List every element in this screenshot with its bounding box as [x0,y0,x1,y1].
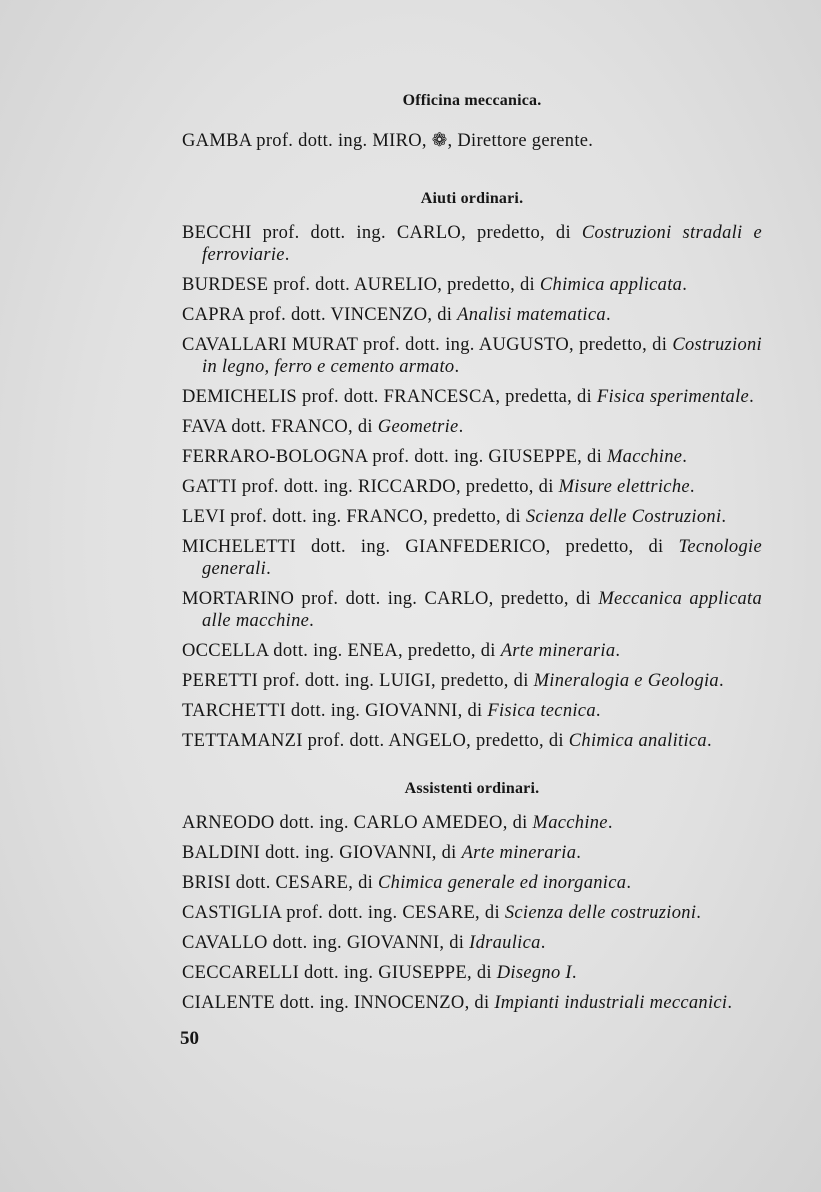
entry-name: CECCARELLI dott. ing. GIUSEPPE, di [182,963,497,983]
section-officina [182,130,762,162]
entry-name: PERETTI prof. dott. ing. LUIGI, predetto, di [182,671,534,691]
entry-discipline: Impianti industriali meccanici [494,993,728,1013]
list-item [182,812,762,834]
entry-name: TETTAMANZI prof. dott. ANGELO, predetto, di [182,731,569,751]
entry-name: CAVALLARI MURAT prof. dott. ing. AUGUSTO, predetto, di [182,335,673,355]
entry-suffix: . [749,387,754,407]
entry-name: CAVALLO dott. ing. GIOVANNI, di [182,933,470,953]
section-aiuti [182,222,762,760]
section-assistenti [182,812,762,1022]
entry-suffix: . [576,843,582,863]
entry-suffix: . [571,963,577,983]
list-item [182,932,762,954]
section-heading-aiuti: Aiuti ordinari. [420,190,524,207]
entry-name: BRISI dott. CESARE, di [182,873,379,893]
entry-name: BECCHI prof. dott. ing. CARLO, predetto, di [182,223,582,243]
entry-suffix: . [458,417,464,437]
entry-suffix: . [718,671,724,691]
entry-discipline: Macchine [532,813,608,833]
entry-suffix: . [727,993,733,1013]
entry-discipline: Meccanica applicata alle macchine [202,589,762,631]
list-item [182,670,762,692]
section-heading-officina: Officina meccanica. [402,92,542,109]
entry-name: BURDESE prof. dott. AURELIO, predetto, di [182,275,540,295]
entry-suffix: . [689,477,695,497]
entry-discipline: Mineralogia e Geologia [533,671,719,691]
entry-name: TARCHETTI dott. ing. GIOVANNI, di [182,701,488,721]
entry-name: ARNEODO dott. ing. CARLO AMEDEO, di [182,813,533,833]
list-item [182,902,762,924]
entry-suffix: . [284,245,290,265]
list-item [182,274,762,296]
entry-name: MICHELETTI dott. ing. GIANFEDERICO, predetto, di [182,537,679,557]
entry-suffix: . [540,933,546,953]
list-item [182,304,762,326]
entry-suffix: . [682,447,688,467]
entry-discipline: Chimica applicata [539,275,683,295]
list-item [182,730,762,752]
entry-suffix: . [454,357,460,377]
entry-discipline: Chimica analitica [568,731,707,751]
entry-suffix: . [706,731,712,751]
list-item [182,588,762,632]
entry-discipline: Macchine [606,447,683,467]
list-item [182,416,762,438]
entry-discipline: Chimica generale ed inorganica [378,873,627,893]
entry-suffix: . [615,641,621,661]
section-heading-assistenti: Assistenti ordinari. [404,780,540,797]
entry-discipline: Fisica tecnica [487,701,596,721]
entry-suffix: . [721,507,727,527]
entry-discipline: Idraulica [469,933,541,953]
list-item [182,506,762,528]
entry-name: GATTI prof. dott. ing. RICCARDO, predetto, di [182,477,559,497]
entry-name: LEVI prof. dott. ing. FRANCO, predetto, di [182,507,526,527]
entry-discipline: Costruzioni stradali e ferroviarie [202,223,762,265]
entry-discipline: Scienza delle Costruzioni [525,507,722,527]
list-item [182,700,762,722]
entry-name: CAPRA prof. dott. VINCENZO, di [182,305,458,325]
list-item [182,842,762,864]
list-item [182,222,762,266]
entry-name: MORTARINO prof. dott. ing. CARLO, predetto, di [182,589,599,609]
list-item [182,962,762,984]
list-item [182,476,762,498]
entry-discipline: Geometrie [377,417,459,437]
entry-suffix: . [595,701,601,721]
entry-name: FERRARO-BOLOGNA prof. dott. ing. GIUSEPPE, di [182,447,607,467]
list-item [182,446,762,468]
list-item [182,536,762,580]
entry-discipline: Arte mineraria [461,843,577,863]
entry-name: DEMICHELIS prof. dott. FRANCESCA, predetta, di [182,387,597,407]
entry-discipline: Disegno I [496,963,572,983]
entry-name: CIALENTE dott. ing. INNOCENZO, di [182,993,495,1013]
list-item [182,872,762,894]
entry-discipline: Tecnologie generali [202,537,762,579]
entry-suffix: . [605,305,611,325]
entry-discipline: Misure elettriche [558,477,690,497]
entry-suffix: . [626,873,632,893]
list-item [182,386,762,408]
entry-suffix: . [696,903,702,923]
entry-name: CASTIGLIA prof. dott. ing. CESARE, di [182,903,505,923]
entry-suffix: . [682,275,688,295]
entry-name: GAMBA prof. dott. ing. MIRO, ❁, Direttore gerente. [182,131,594,151]
entry-name: FAVA dott. FRANCO, di [182,417,378,437]
entry-suffix: . [607,813,613,833]
list-item [182,640,762,662]
entry-discipline: Arte mineraria [500,641,616,661]
entry-name: BALDINI dott. ing. GIOVANNI, di [182,843,462,863]
entry-suffix: . [266,559,271,579]
list-item [182,992,762,1014]
entry-discipline: Analisi matematica [457,305,606,325]
list-item [182,334,762,378]
entry-name: OCCELLA dott. ing. ENEA, predetto, di [182,641,501,661]
entry-discipline: Fisica sperimentale [596,387,750,407]
entry-suffix: . [309,611,315,631]
entry-discipline: Costruzioni in legno, ferro e cemento armato [202,335,762,377]
page-number: 50 [180,1028,199,1049]
list-item [182,130,762,152]
entry-discipline: Scienza delle costruzioni [504,903,697,923]
